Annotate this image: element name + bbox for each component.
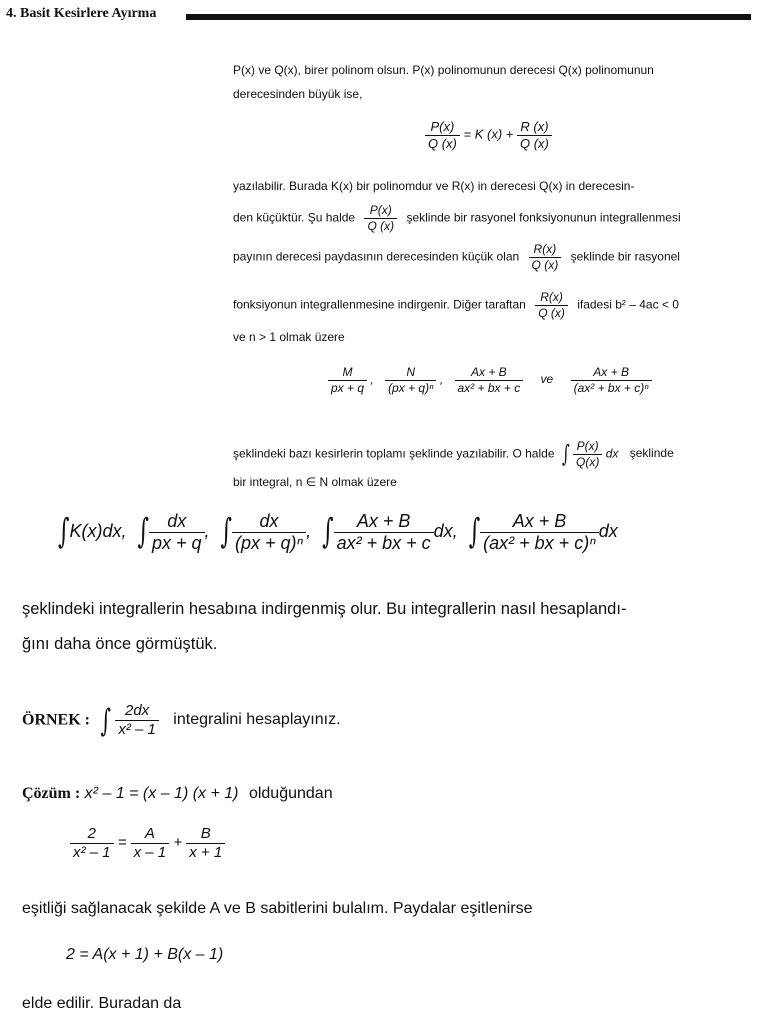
integral-quadratic-power: $\frac{Ax + B}{\text{(ax² + bx + c)ⁿ}}$ [480, 512, 599, 553]
fraction-linear-quadratic-power: $\frac{Ax + B}{\text{(ax² + bx + c)ⁿ}}$ [571, 366, 652, 394]
integral-dx-linear-power: $\frac{dx}{\text{(px + q)ⁿ}}$ [232, 512, 306, 553]
para5-line-1: eşitliği sağlanacak şekilde A ve B sabitlerini bulalım. Paydalar eşitlenirse [22, 900, 533, 917]
para4-line-2: ğını daha önce görmüştük. [22, 635, 218, 653]
integral-dx-linear: $\frac{dx}{px + q}$ [149, 512, 205, 553]
integral-sign: ∫ [561, 440, 570, 469]
word-ve: ve [540, 372, 554, 387]
fraction-linear-quadratic: $\frac{Ax + B}{\text{ax² + bx + c}}$ [455, 366, 524, 394]
solution-line: Çözüm : x² – 1 = (x – 1) (x + 1) olduğundan [22, 785, 333, 802]
para2-line-2: den küçüktür. Şu halde $\frac{P(x)}{Q (x)}$ şeklinde bir rasyonel fonksiyonunun integrallenmesi [233, 203, 681, 233]
para2-line-3: payının derecesi paydasının derecesinden küçük olan $\frac{R(x)}{Q (x)}$ şeklinde bir rasyonel [233, 242, 680, 272]
equation-integrals-list: ∫K(x)dx, ∫ $\frac{dx}{px + q}$ , ∫ $\frac{dx}{\text{(px + q)ⁿ}}$ , ∫ $\frac{Ax + B}{\text{ax² + bx + c}}$ dx, ∫ $\frac{Ax + B}{\text{(ax² + bx + c)ⁿ}}$ dx [58, 511, 618, 553]
para6-line-1: elde edilir. Buradan da [22, 995, 182, 1012]
example-label: ÖRNEK : [22, 711, 90, 729]
equation-linear: 2 = A(x + 1) + B(x – 1) [66, 946, 224, 963]
integral-k: K(x)dx, [69, 521, 127, 542]
para2-line-1: yazılabilir. Burada K(x) bir polinomdur ve R(x) in derecesi Q(x) in derecesin- [233, 179, 635, 193]
equation-decomposition: $\frac{2}{\text{x² – 1}}$ = $\frac{A}{x - 1}$ + $\frac{B}{x + 1}$ [70, 826, 225, 861]
fraction-p-over-q: $\frac{P(x)}{Q (x)}$ [425, 120, 460, 150]
para4-line-1: şeklindeki integrallerin hesabına indirgenmiş olur. Bu integrallerin nasıl hesaplandı- [22, 600, 627, 618]
fraction-a: $\frac{A}{x - 1}$ [131, 826, 170, 861]
fraction-n: $\frac{N}{\text{(px + q)ⁿ}}$ [385, 366, 436, 394]
para3-line-1: şeklindeki bazı kesirlerin toplamı şeklinde yazılabilir. O halde ∫ $\frac{P(x)}{Q(x)}$ dx şeklinde [233, 439, 674, 469]
chapter-title: 4. Basit Kesirlere Ayırma [6, 6, 157, 21]
fraction-lhs: $\frac{2}{\text{x² – 1}}$ [70, 826, 114, 861]
example-integrand: $\frac{2dx}{\text{x² – 1}}$ [115, 703, 159, 738]
integral-quadratic: $\frac{Ax + B}{\text{ax² + bx + c}}$ [334, 512, 434, 553]
fraction-m: $\frac{M}{px + q}$ [328, 366, 367, 394]
equation-partial-fractions: $\frac{M}{px + q}$ , $\frac{N}{\text{(px + q)ⁿ}}$ , $\frac{Ax + B}{\text{ax² + bx + c}}$ ve $\frac{Ax + B}{\text{(ax² + bx + c)ⁿ}}$ [328, 366, 652, 394]
header-rule [186, 14, 751, 20]
solution-label: Çözüm : [22, 785, 81, 802]
example-text: integralini hesaplayınız. [173, 711, 341, 729]
intro-line-2: derecesinden büyük ise, [233, 87, 363, 101]
solution-factorization: x² – 1 = (x – 1) (x + 1) [84, 785, 239, 802]
para2-line-4: fonksiyonun integrallenmesine indirgenir. Diğer taraftan $\frac{R(x)}{Q (x)}$ ifadesi b² – 4ac < 0 [233, 290, 679, 320]
fraction-r-over-q: $\frac{R (x)}{Q (x)}$ [517, 120, 552, 150]
para2-line-5: ve n > 1 olmak üzere [233, 330, 345, 344]
intro-line-1: P(x) ve Q(x), birer polinom olsun. P(x) polinomunun derecesi Q(x) polinomunun [233, 63, 654, 77]
fraction-b: $\frac{B}{x + 1}$ [186, 826, 225, 861]
equation-division [425, 120, 552, 150]
equation-middle: = K (x) + [463, 126, 514, 142]
example-block: ÖRNEK : ∫ $\frac{2dx}{\text{x² – 1}}$ integralini hesaplayınız. [22, 701, 341, 739]
para3-line-2: bir integral, n ∈ N olmak üzere [233, 475, 397, 489]
